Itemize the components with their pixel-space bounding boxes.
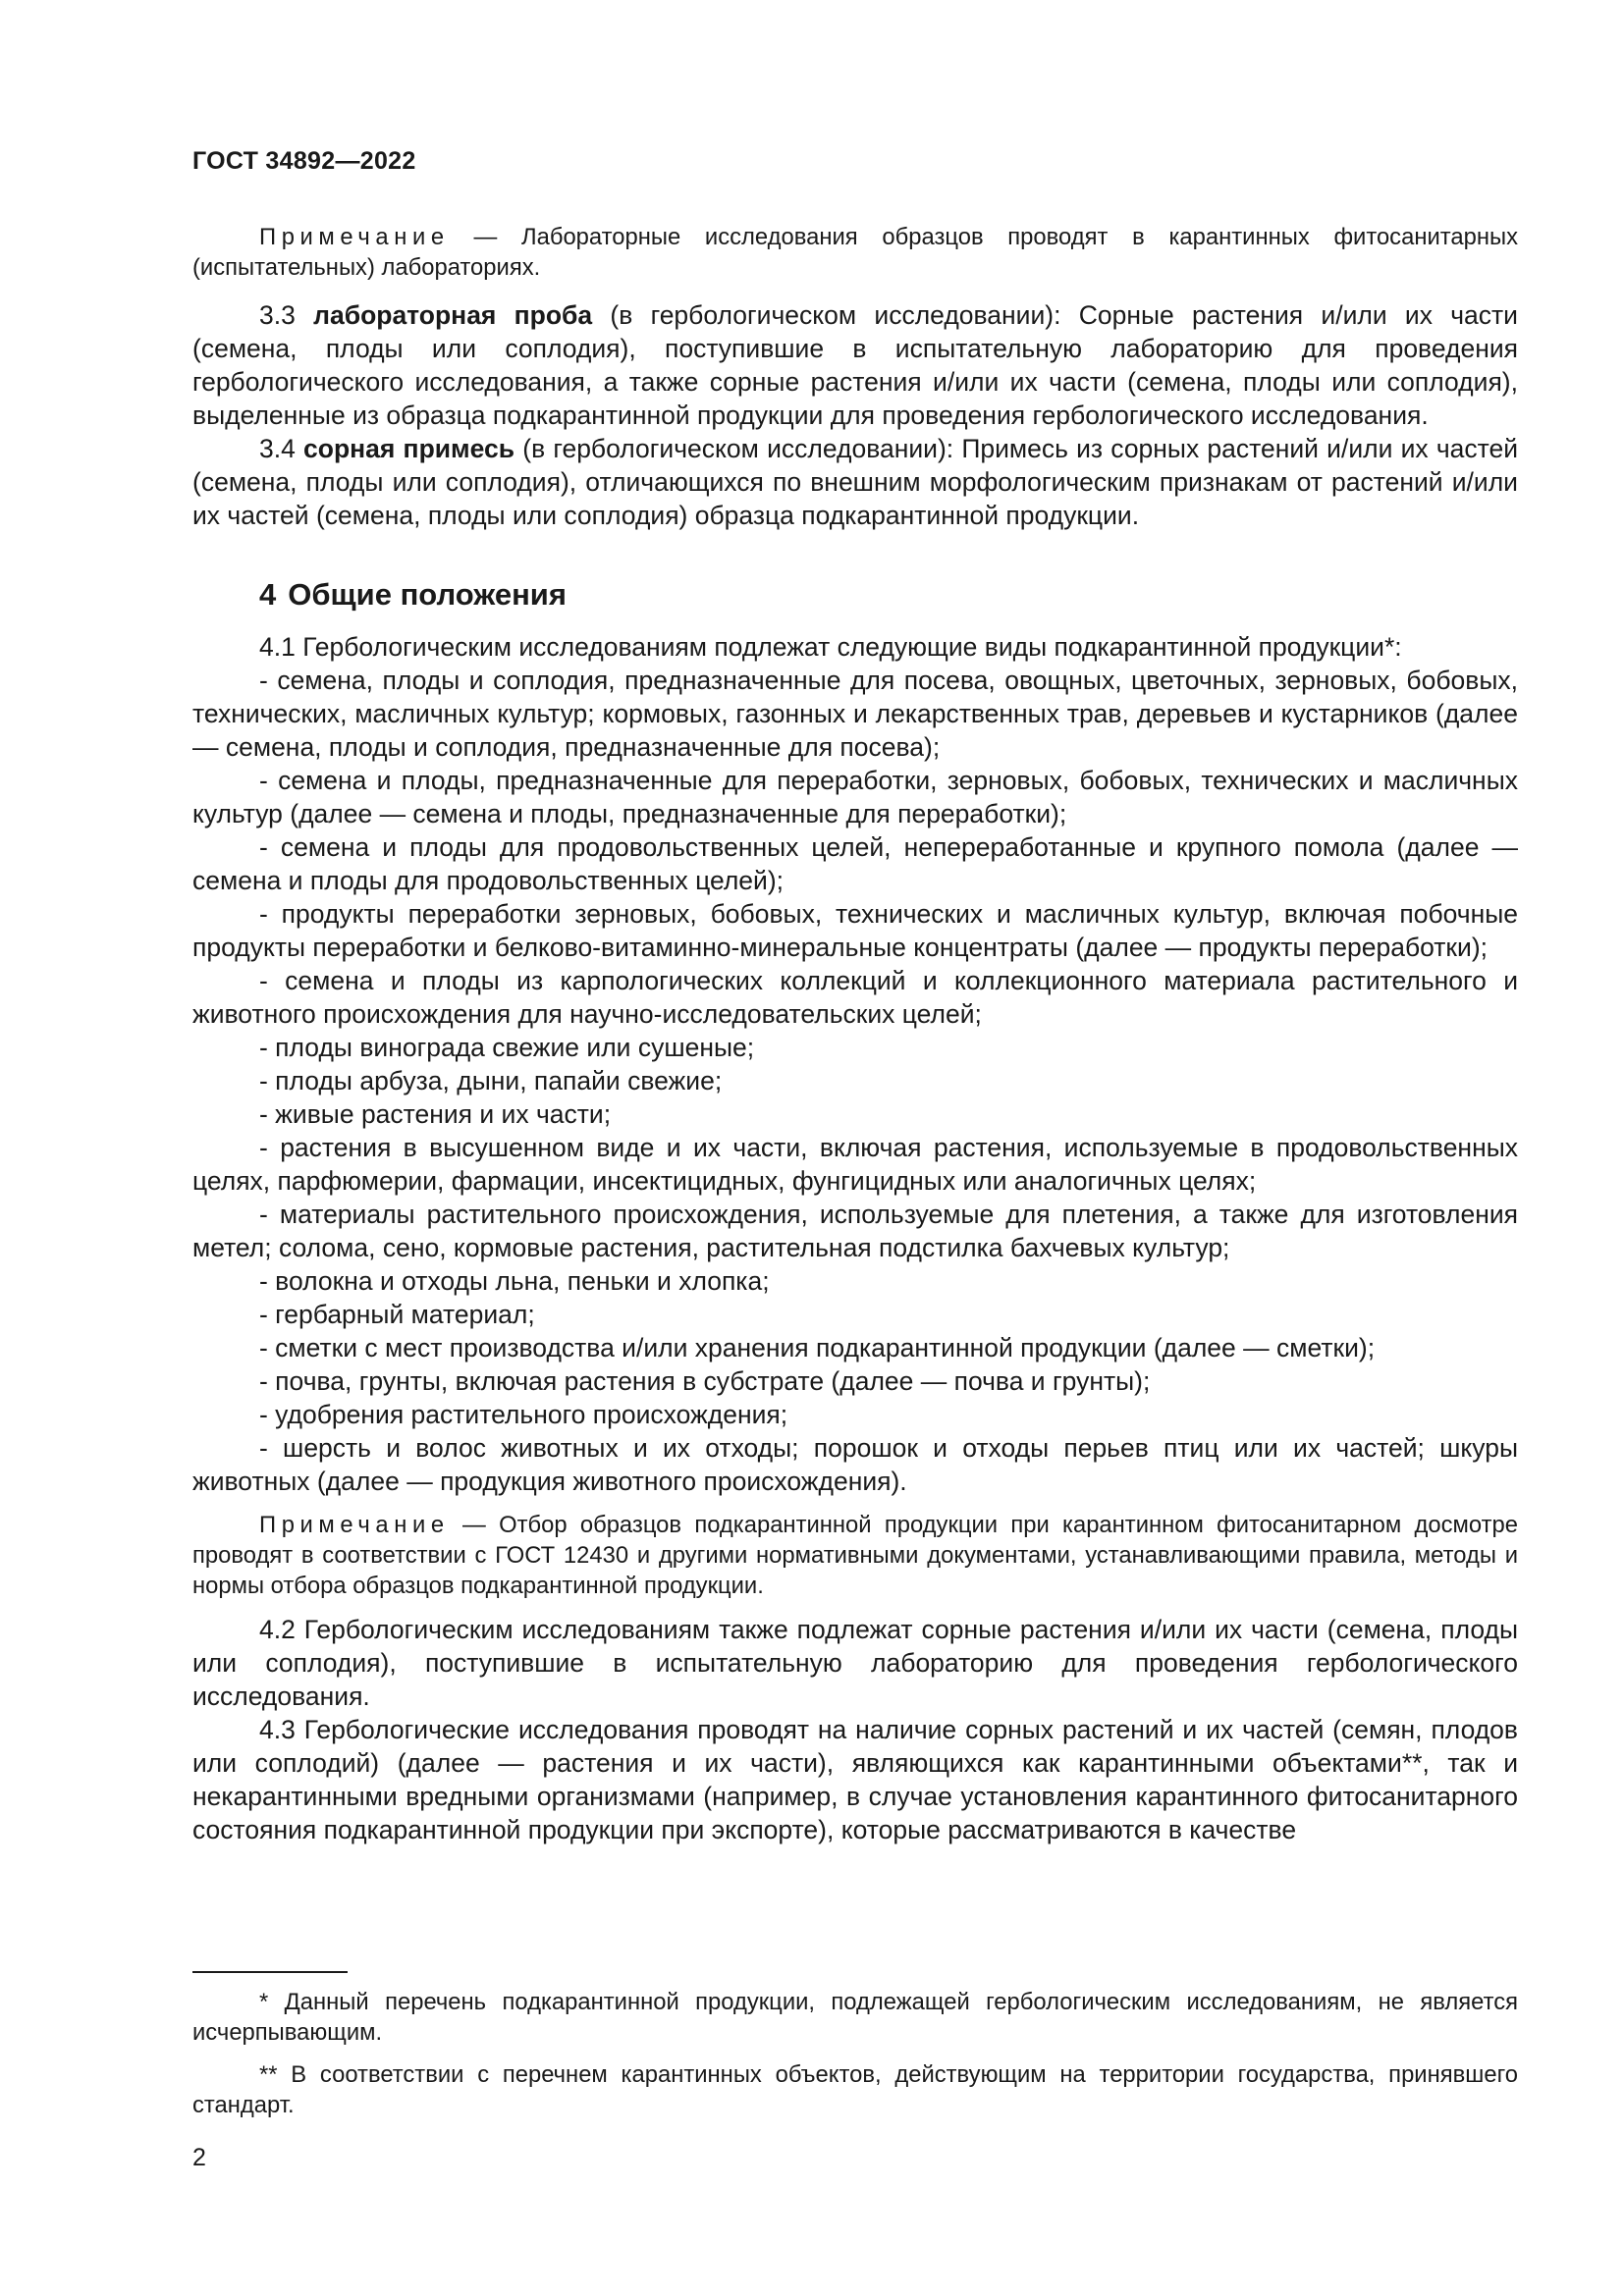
term-number: 3.3 — [259, 300, 314, 330]
clause-paragraph: 4.3 Гербологические исследования проводят на наличие сорных растений и их частей (семян, плодов или соплодий) (далее — растения и их части), являющихся как карантинными объектами**, так и некарантинными вредными организмами (например, в случае установления карантинного фитосанитарного состояния подкарантинной продукции при экспорте), которые рассматриваются в качестве — [192, 1715, 1518, 1844]
term-definition — [192, 432, 1518, 532]
list-item: - плоды винограда свежие или сушеные; — [259, 1033, 755, 1062]
list-item: - семена и плоды для продовольственных целей, непереработанные и крупного помола (далее — семена и плоды для продовольственных целей); — [192, 832, 1518, 895]
note-paragraph — [192, 222, 1518, 283]
list-item: - гербарный материал; — [259, 1300, 535, 1329]
note-paragraph — [192, 1510, 1518, 1601]
clause-paragraph: 4.1 Гербологическим исследованиям подлежат следующие виды подкарантинной продукции*: — [259, 632, 1402, 662]
list-item: - сметки с мест производства и/или хранения подкарантинной продукции (далее — сметки); — [259, 1333, 1376, 1362]
note-text: — Отбор образцов подкарантинной продукции при карантинном фитосанитарном досмотре проводят в соответствии с ГОСТ 12430 и другими нормативными документами, устанавливающими правила, методы и нормы отбора образцов подкарантинной продукции. — [192, 1512, 1518, 1599]
list-item: - почва, грунты, включая растения в субстрате (далее — почва и грунты); — [259, 1366, 1151, 1396]
list-item: - семена и плоды, предназначенные для переработки, зерновых, бобовых, технических и масличных культур (далее — семена и плоды, предназначенные для переработки); — [192, 766, 1518, 828]
clause-paragraph: 4.2 Гербологическим исследованиям также подлежат сорные растения и/или их части (семена, плоды или соплодия), поступившие в испытательную лабораторию для проведения гербологического исследования. — [192, 1615, 1518, 1711]
list-item: - плоды арбуза, дыни, папайи свежие; — [259, 1066, 723, 1095]
section-title: Общие положения — [288, 577, 567, 612]
list-item: - семена, плоды и соплодия, предназначенные для посева, овощных, цветочных, зерновых, бобовых, технических, масличных культур; кормовых, газонных и лекарственных трав, деревьев и кустарников (далее — семена, плоды и соплодия, предназначенные для посева); — [192, 666, 1518, 762]
term-text: (в гербологическом исследовании): Сорные растения и/или их части (семена, плоды или соплодия), поступившие в испытательную лабораторию для проведения гербологического исследования, а также сорные растения и/или их части (семена, плоды или соплодия), выделенные из образца подкарантинной продукции для проведения гербологического исследования. — [192, 300, 1518, 430]
section-heading — [259, 575, 1518, 614]
list-item: - шерсть и волос животных и их отходы; порошок и отходы перьев птиц или их частей; шкуры животных (далее — продукция животного происхождения). — [192, 1433, 1518, 1496]
page-number: 2 — [192, 2144, 206, 2171]
list-item: - волокна и отходы льна, пеньки и хлопка; — [259, 1266, 770, 1296]
standard-designation: ГОСТ 34892—2022 — [192, 147, 416, 175]
section-number: 4 — [259, 577, 277, 612]
note-label: Примечание — [259, 224, 450, 250]
footnote: ** В соответствии с перечнем карантинных объектов, действующим на территории государства, принявшего стандарт. — [192, 2061, 1518, 2118]
term-number: 3.4 — [259, 434, 304, 463]
body-text — [192, 222, 1518, 1846]
term-name: сорная примесь — [303, 434, 515, 463]
term-definition — [192, 298, 1518, 432]
list-item: - продукты переработки зерновых, бобовых, технических и масличных культур, включая побочные продукты переработки и белково-витаминно-минеральные концентраты (далее — продукты переработки); — [192, 899, 1518, 962]
list-item: - живые растения и их части; — [259, 1099, 612, 1129]
footnote-divider — [192, 1971, 348, 1973]
term-text: (в гербологическом исследовании): Примесь из сорных растений и/или их частей (семена, плоды или соплодия), отличающихся по внешним морфологическим признакам от растений и/или их частей (семена, плоды или соплодия) образца подкарантинной продукции. — [192, 434, 1519, 530]
list-item: - материалы растительного происхождения, используемые для плетения, а также для изготовления метел; солома, сено, кормовые растения, растительная подстилка бахчевых культур; — [192, 1200, 1518, 1262]
term-name: лабораторная проба — [313, 300, 593, 330]
list-item: - удобрения растительного происхождения; — [259, 1400, 788, 1429]
note-text: — Лабораторные исследования образцов проводят в карантинных фитосанитарных (испытательных) лабораториях. — [192, 224, 1518, 281]
list-item: - растения в высушенном виде и их части, включая растения, используемые в продовольственных целях, парфюмерии, фармации, инсектицидных, фунгицидных или аналогичных целях; — [192, 1133, 1518, 1196]
note-label: Примечание — [259, 1512, 450, 1538]
footnote: * Данный перечень подкарантинной продукции, подлежащей гербологическим исследованиям, не является исчерпывающим. — [192, 1989, 1518, 2046]
list-item: - семена и плоды из карпологических коллекций и коллекционного материала растительного и животного происхождения для научно-исследовательских целей; — [192, 966, 1518, 1029]
footnotes — [192, 1971, 1518, 2132]
